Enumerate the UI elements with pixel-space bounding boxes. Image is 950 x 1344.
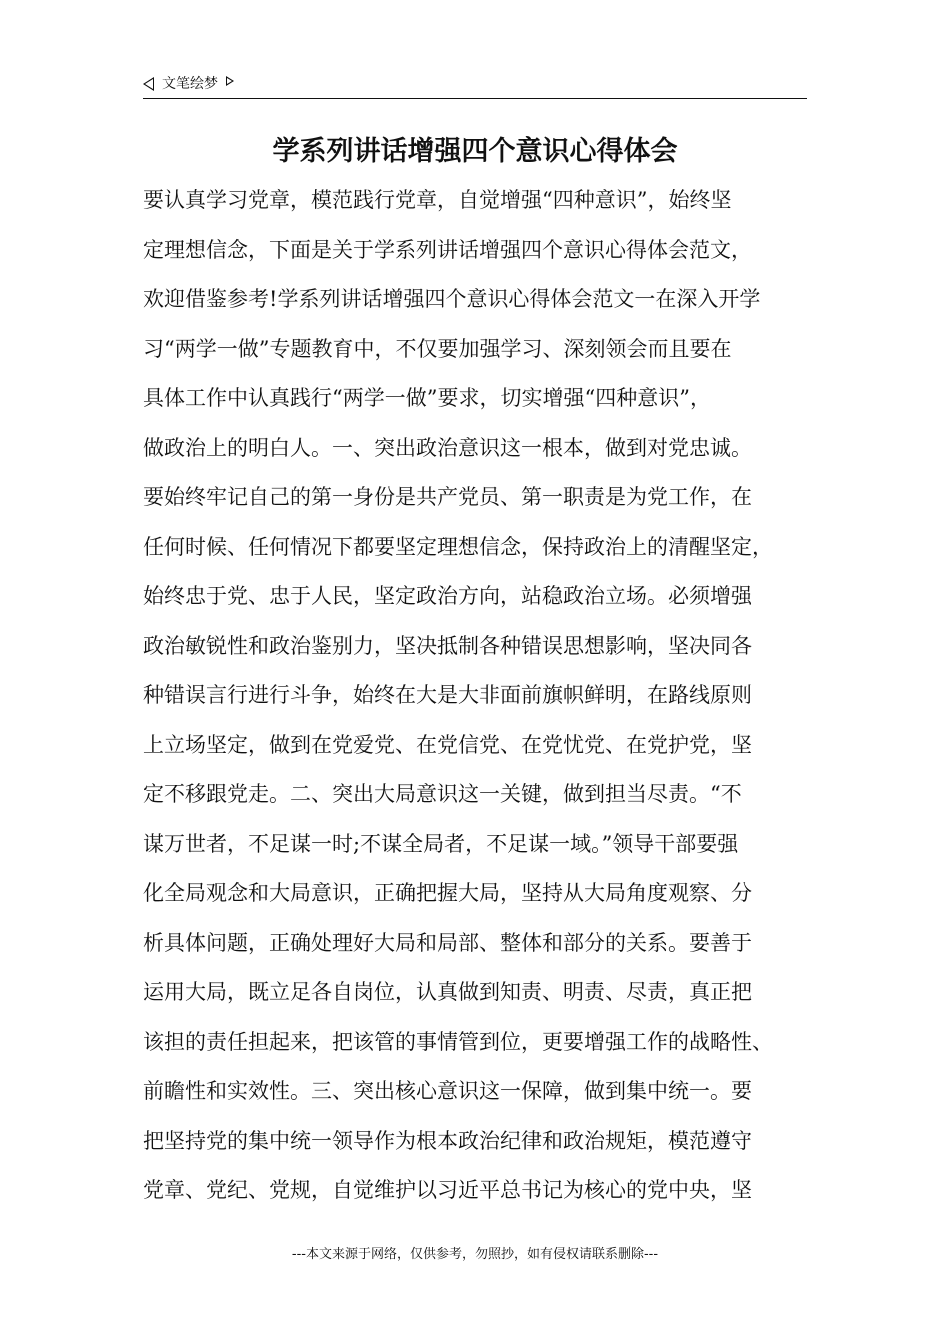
body-line: 欢迎借鉴参考!学系列讲话增强四个意识心得体会范文一在深入开学 <box>143 287 761 311</box>
page-footer: ---本文来源于网络，仅供参考，勿照抄，如有侵权请联系删除--- <box>291 1247 659 1262</box>
body-line: 运用大局，既立足各自岗位，认真做到知责、明责、尽责，真正把 <box>143 980 752 1004</box>
body-line: 定不移跟党走。二、突出大局意识这一关键，做到担当尽责。“不 <box>143 782 742 806</box>
body-line: 把坚持党的集中统一领导作为根本政治纪律和政治规矩，模范遵守 <box>143 1128 752 1153</box>
body-line: 要始终牢记自己的第一身份是共产党员、第一职责是为党工作，在 <box>143 485 752 509</box>
body-line: 做政治上的明白人。一、突出政治意识这一根本，做到对党忠诚。 <box>143 435 752 460</box>
triangle-left-icon <box>143 77 154 91</box>
body-line: 种错误言行进行斗争，始终在大是大非面前旗帜鲜明，在路线原则 <box>143 683 752 707</box>
triangle-right-icon <box>226 76 234 86</box>
document-body <box>143 180 843 1220</box>
body-line: 始终忠于党、忠于人民，坚定政治方向，站稳政治立场。必须增强 <box>143 584 752 608</box>
body-line: 任何时候、任何情况下都要坚定理想信念，保持政治上的清醒坚定， <box>143 534 773 559</box>
body-line: 前瞻性和实效性。三、突出核心意识这一保障，做到集中统一。要 <box>143 1079 752 1103</box>
body-line: 上立场坚定，做到在党爱党、在党信党、在党忧党、在党护党，坚 <box>143 732 752 757</box>
header-brand-text: 文笔绘梦 <box>162 76 218 92</box>
body-line: 谋万世者，不足谋一时;不谋全局者，不足谋一域。”领导干部要强 <box>143 831 739 856</box>
header-brand <box>143 74 234 94</box>
page-header <box>143 72 807 99</box>
body-line: 习“两学一做”专题教育中，不仅要加强学习、深刻领会而且要在 <box>143 336 732 361</box>
body-line: 政治敏锐性和政治鉴别力，坚决抵制各种错误思想影响，坚决同各 <box>143 633 752 658</box>
body-line: 党章、党纪、党规，自觉维护以习近平总书记为核心的党中央，坚 <box>143 1178 752 1202</box>
body-line: 要认真学习党章，模范践行党章，自觉增强“四种意识”，始终坚 <box>143 188 732 212</box>
document-title: 学系列讲话增强四个意识心得体会 <box>272 136 678 167</box>
body-line: 具体工作中认真践行“两学一做”要求，切实增强“四种意识”， <box>143 386 711 410</box>
body-line: 定理想信念，下面是关于学系列讲话增强四个意识心得体会范文， <box>143 237 752 262</box>
body-line: 化全局观念和大局意识，正确把握大局，坚持从大局角度观察、分 <box>143 881 752 905</box>
body-line: 析具体问题，正确处理好大局和局部、整体和部分的关系。要善于 <box>143 930 752 955</box>
body-line: 该担的责任担起来，把该管的事情管到位，更要增强工作的战略性、 <box>143 1029 773 1054</box>
